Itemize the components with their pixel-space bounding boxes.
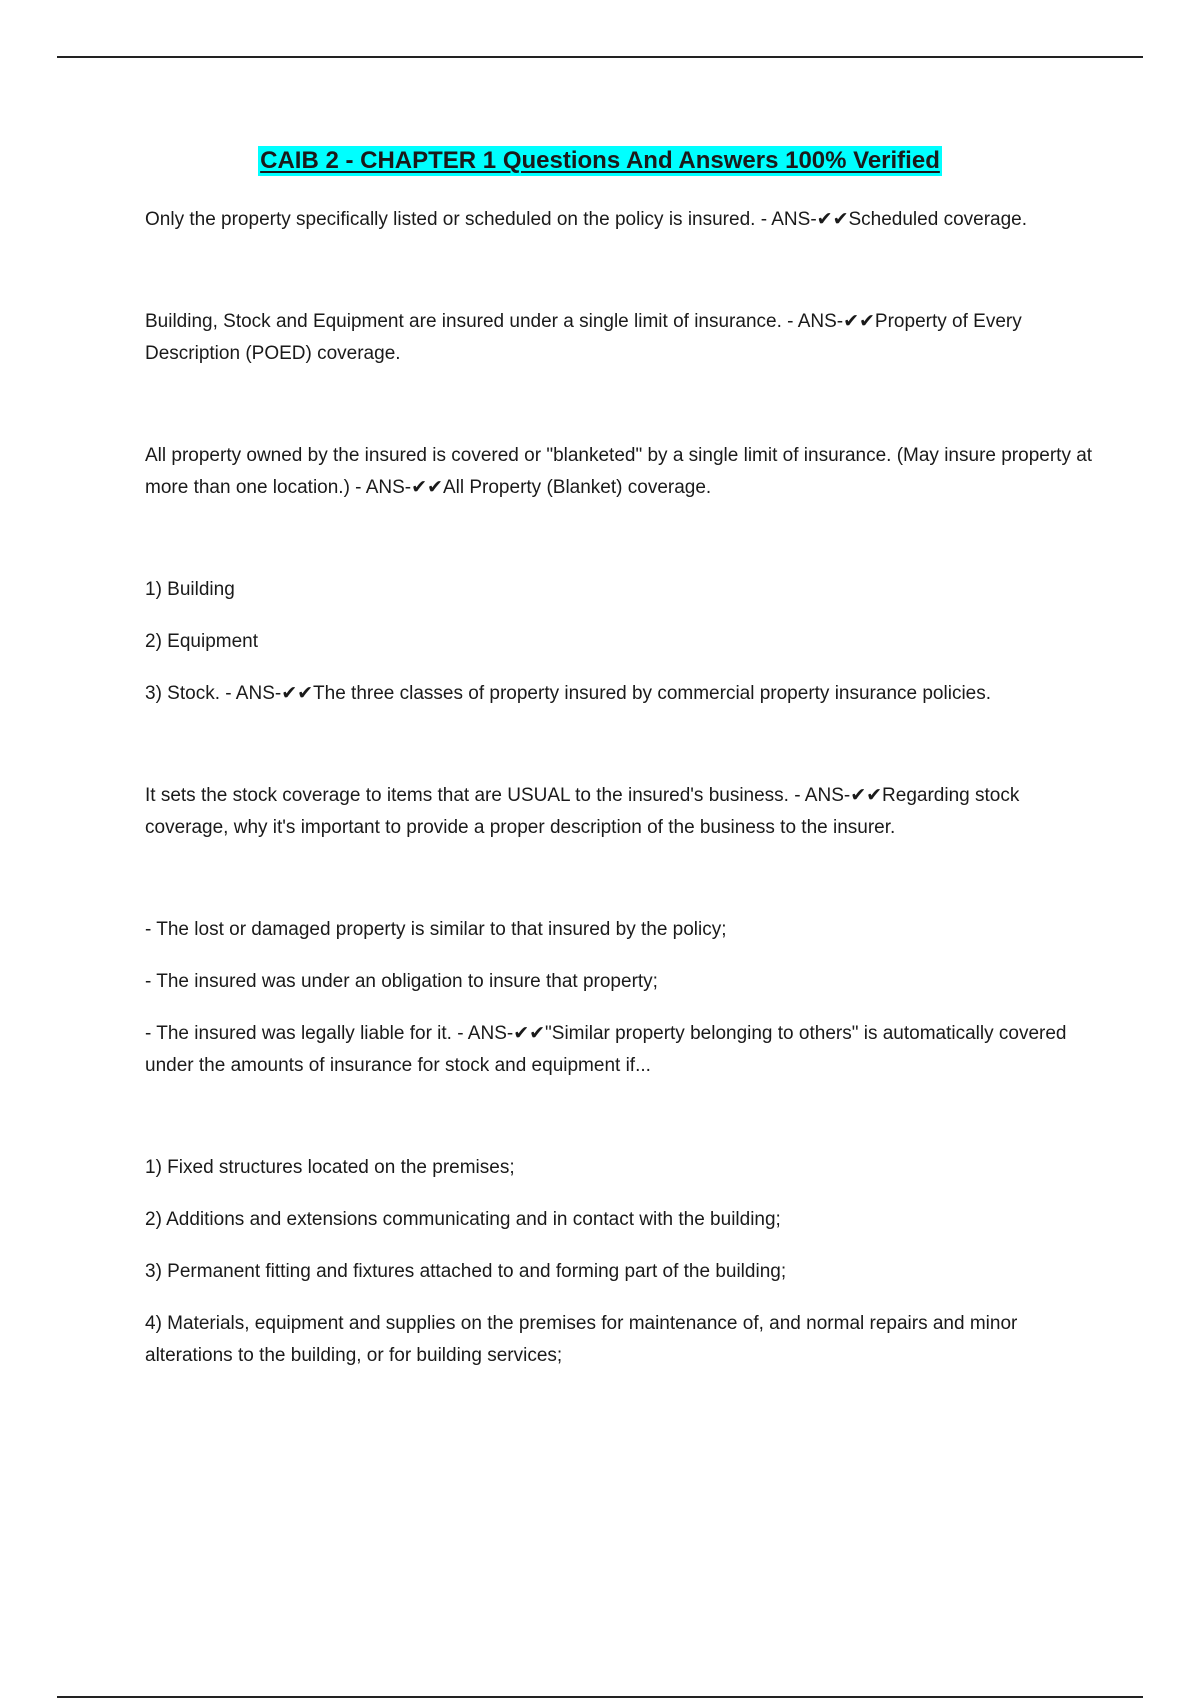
qa-line: 1) Building [145, 579, 235, 600]
qa-line: 3) Stock. - ANS-✔✔The three classes of property insured by commercial property insurance policies. [145, 683, 992, 704]
qa-line: 4) Materials, equipment and supplies on the premises for maintenance of, and normal repairs and minor alterations to the building, or for building services; [145, 1313, 1018, 1366]
qa-line: 1) Fixed structures located on the premises; [145, 1157, 515, 1178]
qa-line: All property owned by the insured is covered or "blanketed" by a single limit of insurance. (May insure property at more than one location.) - ANS-✔✔All Property (Blanket) coverage. [145, 445, 1093, 498]
qa-item [145, 574, 1095, 710]
qa-line: - The insured was under an obligation to insure that property; [145, 971, 658, 992]
qa-line: Only the property specifically listed or scheduled on the policy is insured. - ANS-✔✔Scheduled coverage. [145, 209, 1028, 230]
document-body [145, 204, 1095, 1442]
qa-item [145, 440, 1095, 504]
qa-item [145, 306, 1095, 370]
document-title: CAIB 2 - CHAPTER 1 Questions And Answers 100% Verified [260, 147, 940, 174]
qa-line: Building, Stock and Equipment are insured under a single limit of insurance. - ANS-✔✔Property of Every Description (POED) coverage. [145, 311, 1022, 364]
bottom-rule [57, 1696, 1143, 1698]
qa-line: 2) Equipment [145, 631, 259, 652]
qa-item [145, 204, 1095, 236]
qa-item [145, 914, 1095, 1082]
qa-item [145, 1152, 1095, 1372]
qa-line: It sets the stock coverage to items that are USUAL to the insured's business. - ANS-✔✔Regarding stock coverage, why it's important to provide a proper description of the business to the insurer. [145, 785, 1020, 838]
qa-line: - The insured was legally liable for it. - ANS-✔✔"Similar property belonging to others" is automatically covered under the amounts of insurance for stock and equipment if... [145, 1023, 1067, 1076]
qa-item [145, 780, 1095, 844]
qa-line: 2) Additions and extensions communicating and in contact with the building; [145, 1209, 781, 1230]
qa-line: - The lost or damaged property is similar to that insured by the policy; [145, 919, 727, 940]
top-rule [57, 56, 1143, 58]
title-container [0, 146, 1200, 176]
qa-line: 3) Permanent fitting and fixtures attached to and forming part of the building; [145, 1261, 787, 1282]
